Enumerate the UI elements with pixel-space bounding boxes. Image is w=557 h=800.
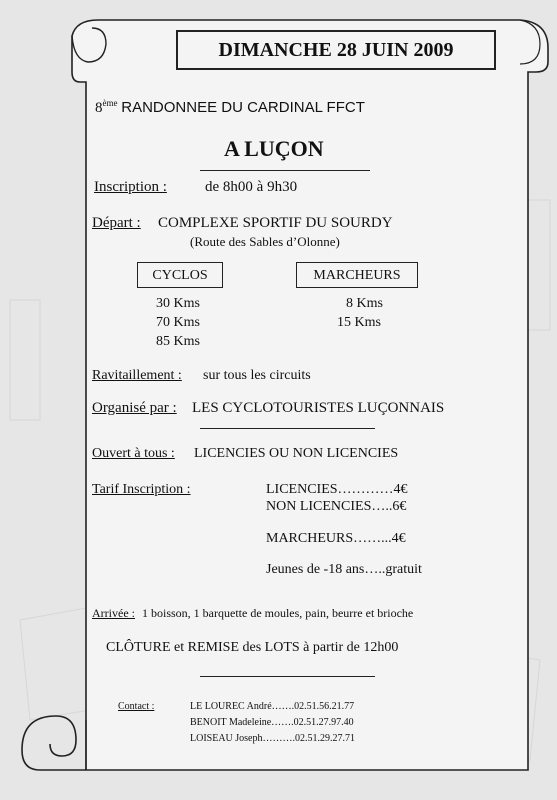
- event-title: [95, 98, 365, 117]
- depart-place: COMPLEXE SPORTIF DU SOURDY: [158, 215, 393, 231]
- arrivee-label: Arrivée :: [92, 606, 135, 620]
- cyclos-distance: 85 Kms: [156, 334, 200, 349]
- arrivee-value: 1 boisson, 1 barquette de moules, pain, beurre et brioche: [142, 606, 414, 620]
- tarif-jeunes: Jeunes de -18 ans…..gratuit: [266, 562, 422, 577]
- ravitaillement-label: Ravitaillement :: [92, 368, 182, 383]
- cyclos-distance: 30 Kms: [156, 296, 200, 311]
- marcheurs-box: [296, 262, 418, 288]
- section-divider: [200, 676, 375, 677]
- marcheurs-distance: 8 Kms: [346, 296, 383, 311]
- cyclos-label: CYCLOS: [152, 268, 208, 283]
- date-banner: [176, 30, 496, 70]
- marcheurs-label: MARCHEURS: [313, 268, 401, 283]
- ouvert-value: LICENCIES OU NON LICENCIES: [194, 446, 399, 461]
- edition-suffix: ème: [102, 98, 118, 108]
- contact-person: LOISEAU Joseph……….02.51.29.27.71: [190, 733, 355, 744]
- organise-label: Organisé par :: [92, 400, 177, 416]
- ouvert-label: Ouvert à tous :: [92, 446, 175, 461]
- tarif-label: Tarif Inscription :: [92, 482, 191, 497]
- cyclos-box: [137, 262, 223, 288]
- organise-value: LES CYCLOTOURISTES LUÇONNAIS: [192, 400, 445, 416]
- inscription-label: Inscription :: [94, 179, 167, 195]
- location-title: A LUÇON: [224, 136, 324, 161]
- inscription-value: de 8h00 à 9h30: [205, 179, 298, 195]
- cyclos-distance: 70 Kms: [156, 315, 200, 330]
- location-underline: [200, 170, 370, 171]
- tarif-marcheurs: MARCHEURS……...4€: [266, 531, 406, 546]
- marcheurs-distance: 15 Kms: [337, 315, 381, 330]
- contact-label: Contact :: [118, 701, 155, 712]
- contact-person: LE LOUREC André…….02.51.56.21.77: [190, 701, 355, 712]
- cloture-text: CLÔTURE et REMISE des LOTS à partir de 12h00: [106, 640, 399, 655]
- depart-label: Départ :: [92, 215, 141, 231]
- section-divider: [200, 428, 375, 429]
- ravitaillement-value: sur tous les circuits: [203, 368, 311, 383]
- tarif-non-licencies: NON LICENCIES…..6€: [266, 499, 407, 514]
- event-name: RANDONNEE DU CARDINAL FFCT: [121, 99, 365, 116]
- edition-number: 8: [95, 100, 103, 116]
- date-text: DIMANCHE 28 JUIN 2009: [218, 38, 454, 61]
- depart-road: (Route des Sables d’Olonne): [190, 234, 340, 249]
- contact-person: BENOIT Madeleine…….02.51.27.97.40: [190, 717, 354, 728]
- tarif-licencies: LICENCIES…………4€: [266, 482, 408, 497]
